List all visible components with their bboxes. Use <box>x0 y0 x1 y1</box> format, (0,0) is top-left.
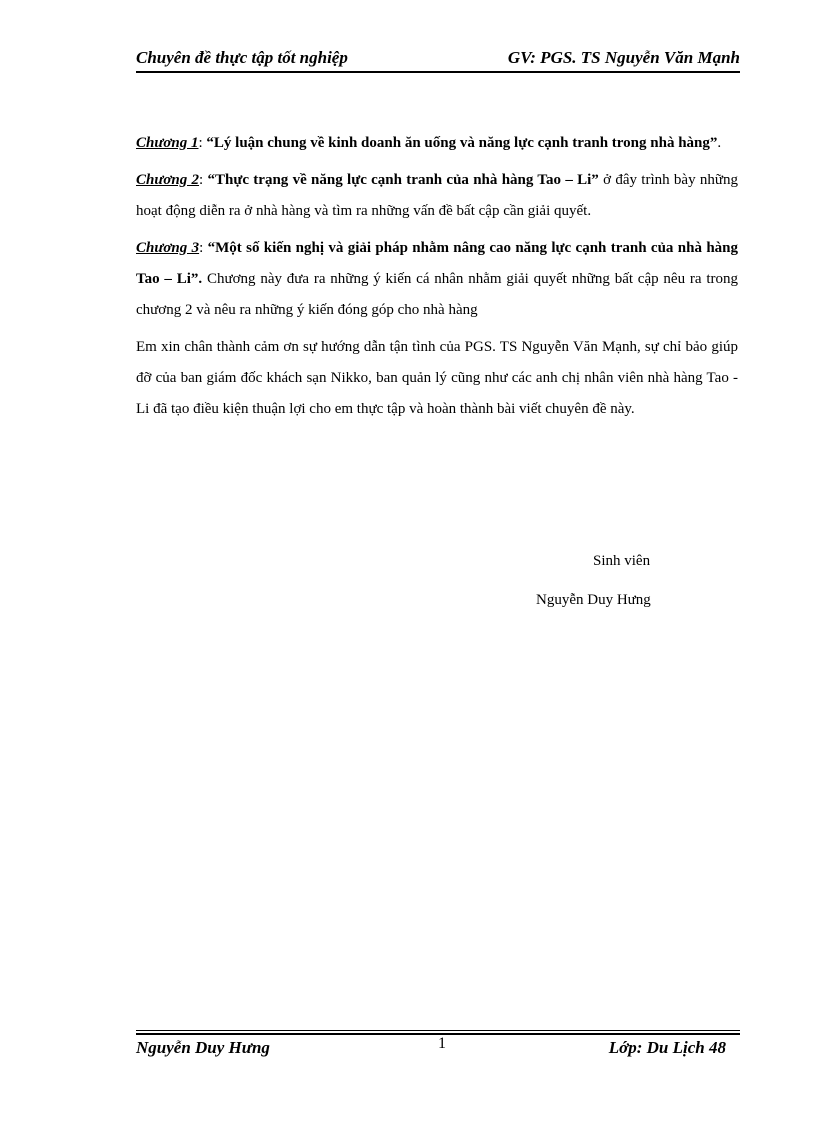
chapter-3-paragraph <box>136 233 738 326</box>
chapter-1-title: “Lý luận chung về kinh doanh ăn uống và năng lực cạnh tranh trong nhà hàng” <box>206 135 718 151</box>
chapter-2-paragraph <box>136 165 738 227</box>
signature-role: Sinh viên <box>593 553 651 569</box>
chapter-3-rest: Chương này đưa ra những ý kiến cá nhân nhằm giải quyết những bất cập nêu ra trong chương 2 và nêu ra những ý kiến đóng góp cho nhà hàng <box>136 271 738 318</box>
chapter-2-label: Chương 2 <box>136 172 200 188</box>
chapter-3-label: Chương 3 <box>136 240 200 256</box>
page-footer <box>136 1035 740 1062</box>
header-document-title: Chuyên đề thực tập tốt nghiệp <box>136 48 348 67</box>
chapter-1-rest: . <box>717 135 722 151</box>
footer-divider-thin <box>136 1030 740 1031</box>
thanks-paragraph: Em xin chân thành cảm ơn sự hướng dẫn tận tình của PGS. TS Nguyễn Văn Mạnh, sự chỉ bảo giúp đỡ của ban giám đốc khách sạn Nikko, ban quản lý cũng như các anh chị nhân viên nhà hàng Tao - Li đã tạo điều kiện thuận lợi cho em thực tập và hoàn thành bài viết chuyên đề này. <box>136 339 738 417</box>
header-advisor: GV: PGS. TS Nguyễn Văn Mạnh <box>507 48 740 67</box>
chapter-3-separator: : <box>199 240 208 256</box>
chapter-3-title: “Một số kiến nghị và giải pháp nhằm nâng cao năng lực cạnh tranh của nhà hàng Tao – Li”. <box>136 240 739 287</box>
signature-name: Nguyễn Duy Hưng <box>536 592 651 608</box>
footer-class: Lớp: Du Lịch 48 <box>608 1038 726 1057</box>
body-text <box>136 128 738 431</box>
chapter-1-label: Chương 1 <box>136 135 199 151</box>
chapter-1-separator: : <box>198 135 207 151</box>
chapter-2-rest: ở đây trình bày những hoạt động diễn ra ở nhà hàng và tìm ra những vấn đề bất cập cần giải quyết. <box>136 172 739 219</box>
header-divider <box>136 71 740 73</box>
chapter-2-separator: : <box>199 172 208 188</box>
footer-author: Nguyễn Duy Hưng <box>136 1038 270 1057</box>
chapter-2-title: “Thực trạng về năng lực cạnh tranh của nhà hàng Tao – Li” <box>207 172 599 188</box>
page-number: 1 <box>438 1035 446 1052</box>
page-header <box>136 48 740 72</box>
chapter-1-paragraph <box>136 128 738 159</box>
